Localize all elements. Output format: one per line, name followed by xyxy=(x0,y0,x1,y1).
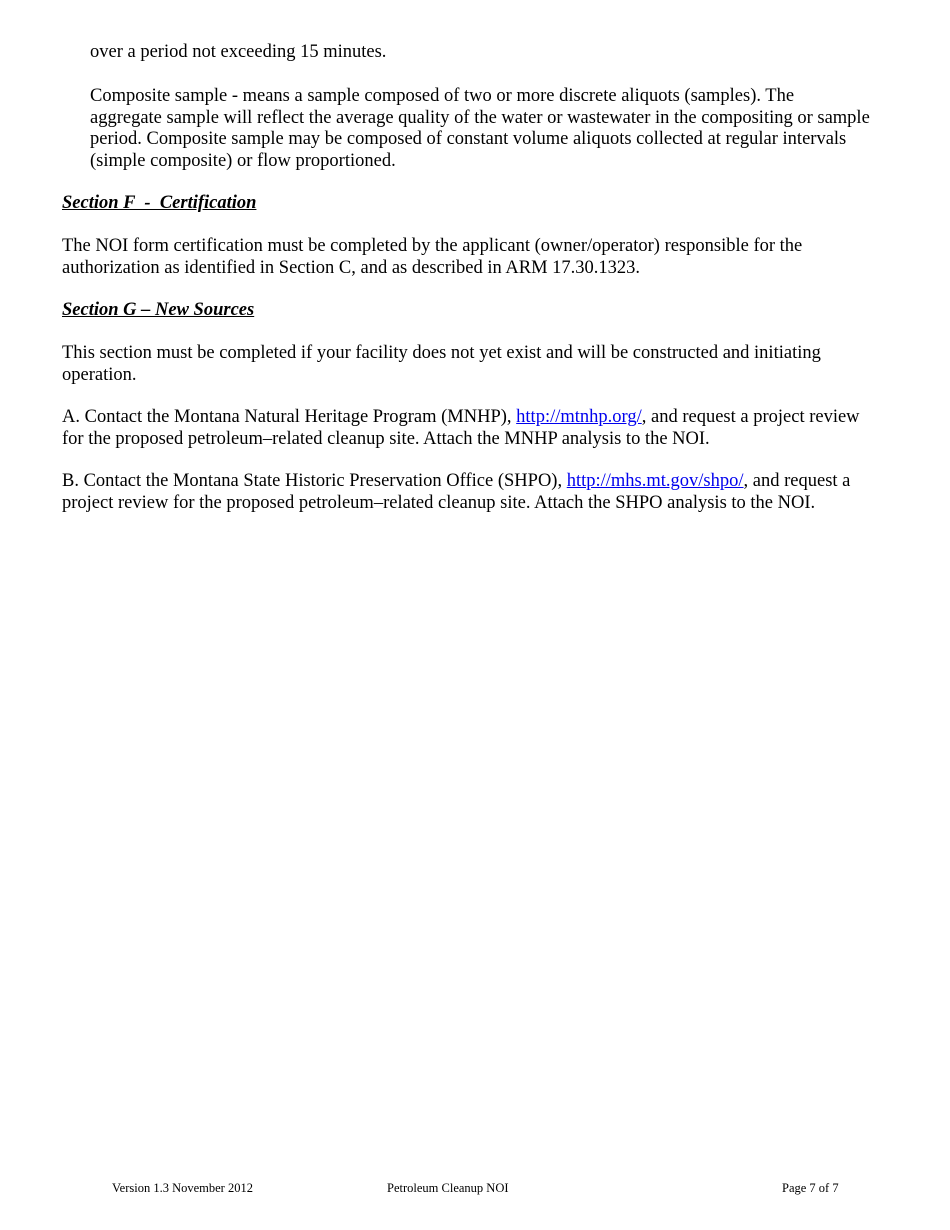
section-g-intro: This section must be completed if your facility does not yet exist and will be constructed and initiating operation. xyxy=(62,343,821,385)
composite-sample-definition: Composite sample - means a sample composed of two or more discrete aliquots (samples). The aggregate sample will reflect the average quality of the water or wastewater in the compositing or sample period. Composite sample may be composed of constant volume aliquots collected at regular intervals (simple composite) or flow proportioned. xyxy=(90,86,870,171)
section-f-heading: Section F - Certification xyxy=(62,193,257,213)
section-g-item-b xyxy=(62,471,882,514)
section-g-item-a xyxy=(62,407,882,450)
item-a-text-before: A. Contact the Montana Natural Heritage Program (MNHP), xyxy=(62,407,517,427)
footer-version: Version 1.3 November 2012 xyxy=(112,1181,253,1195)
item-b-text-after: , and request a project review for the proposed petroleum–related cleanup site. Attach the SHPO analysis to the NOI. xyxy=(62,471,851,513)
footer-title: Petroleum Cleanup NOI xyxy=(387,1181,509,1195)
item-a-text-after: , and request a project review for the proposed petroleum–related cleanup site. Attach the MNHP analysis to the NOI. xyxy=(62,407,860,449)
section-f-body: The NOI form certification must be completed by the applicant (owner/operator) responsible for the authorization as identified in Section C, and as described in ARM 17.30.1323. xyxy=(62,236,803,278)
footer-page-number: Page 7 of 7 xyxy=(782,1181,839,1195)
grab-sample-continuation: over a period not exceeding 15 minutes. xyxy=(90,42,387,62)
shpo-link[interactable]: http://mhs.mt.gov/shpo/ xyxy=(566,471,744,491)
section-g-heading: Section G – New Sources xyxy=(62,300,255,320)
mnhp-link[interactable]: http://mtnhp.org/ xyxy=(516,407,642,427)
item-b-text-before: B. Contact the Montana State Historic Preservation Office (SHPO), xyxy=(62,471,567,491)
